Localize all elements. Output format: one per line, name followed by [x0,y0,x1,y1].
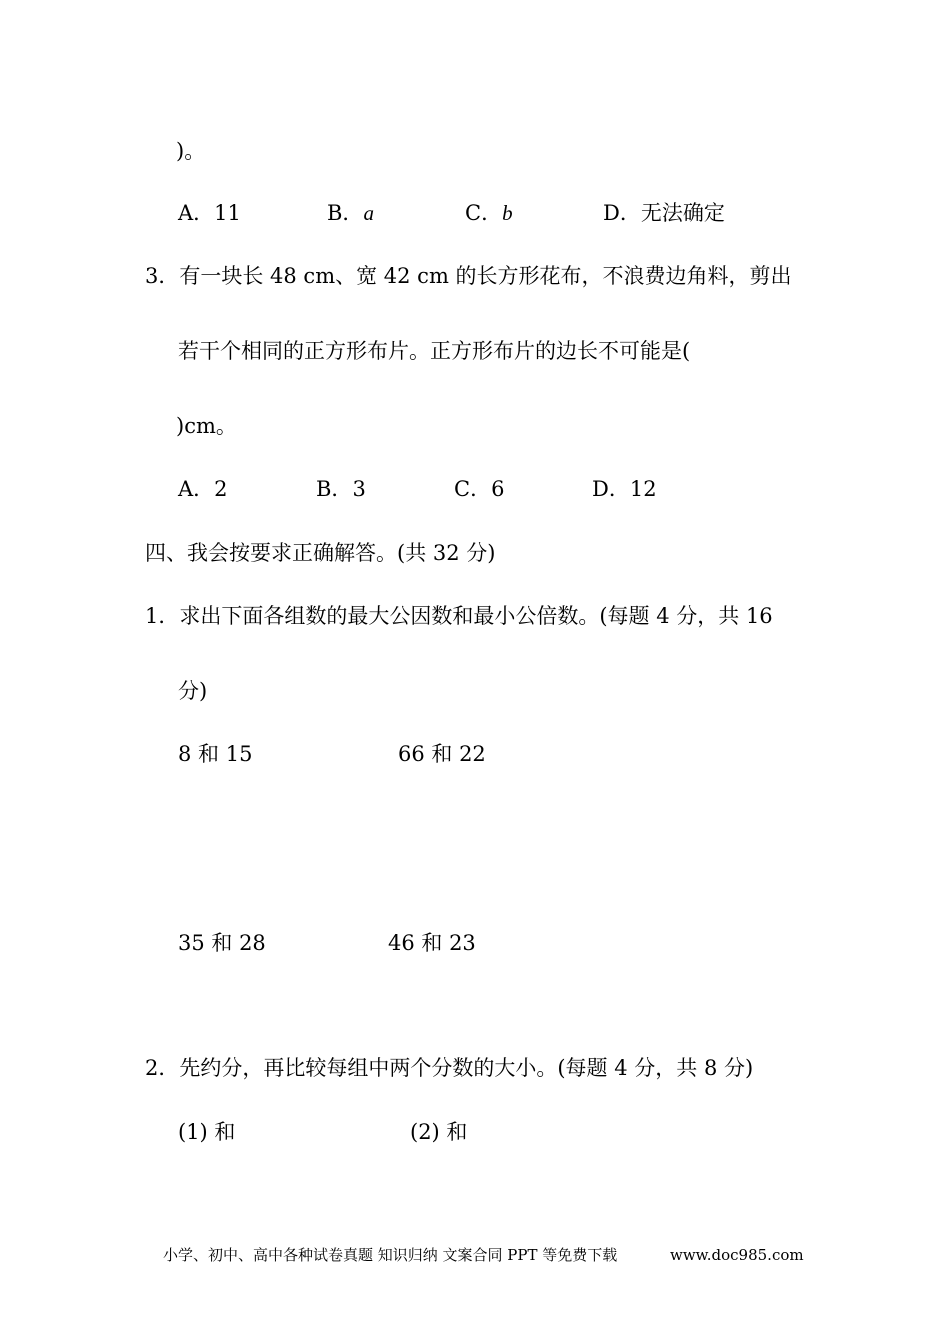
q2-option-d [603,199,725,227]
footer-url[interactable]: www.doc985.com [670,1246,804,1264]
option-value: a [363,201,374,225]
p1-line-1: 1．求出下面各组数的最大公因数和最小公倍数。(每题 4 分，共 16 [145,604,773,628]
q3-option-c [454,475,504,503]
q3-line-2: 若干个相同的正方形布片。正方形布片的边长不可能是( [178,339,691,363]
q3-line-3: )cm。 [176,414,237,438]
option-value: 12 [629,477,657,501]
fraction-compare-item: (1) 和 [178,1120,236,1144]
option-value: 无法确定 [640,201,725,225]
q3-option-a [178,475,228,503]
q2-option-b [327,199,374,227]
option-value: 2 [214,477,228,501]
q2-option-a [178,199,241,227]
fraction-compare-item: (2) 和 [410,1120,468,1144]
option-value: 3 [352,477,366,501]
q2-option-c [465,199,513,227]
option-label: C． [454,477,492,501]
option-label: C． [465,201,503,225]
option-label: A． [178,477,215,501]
p2-line-1: 2．先约分，再比较每组中两个分数的大小。(每题 4 分，共 8 分) [145,1056,754,1080]
footer-text: 小学、初中、高中各种试卷真题 知识归纳 文案合同 PPT 等免费下载 [163,1246,618,1264]
option-label: D． [592,477,630,501]
section-heading: 四、我会按要求正确解答。(共 32 分) [145,541,496,565]
q3-line-1: 3．有一块长 48 cm、宽 42 cm 的长方形花布，不浪费边角料，剪出 [145,264,792,288]
q3-option-d [592,475,657,503]
option-value: 11 [214,201,241,225]
number-pair: 66 和 22 [398,742,486,766]
number-pair: 8 和 15 [178,742,253,766]
option-label: A． [178,201,215,225]
q2-line-tail: )。 [176,139,206,163]
number-pair: 35 和 28 [178,931,266,955]
option-label: D． [603,201,641,225]
option-label: B． [327,201,364,225]
option-label: B． [316,477,353,501]
option-value: 6 [491,477,505,501]
option-value: b [502,201,513,225]
q3-option-b [316,475,366,503]
number-pair: 46 和 23 [388,931,476,955]
p1-line-2: 分) [178,679,208,703]
